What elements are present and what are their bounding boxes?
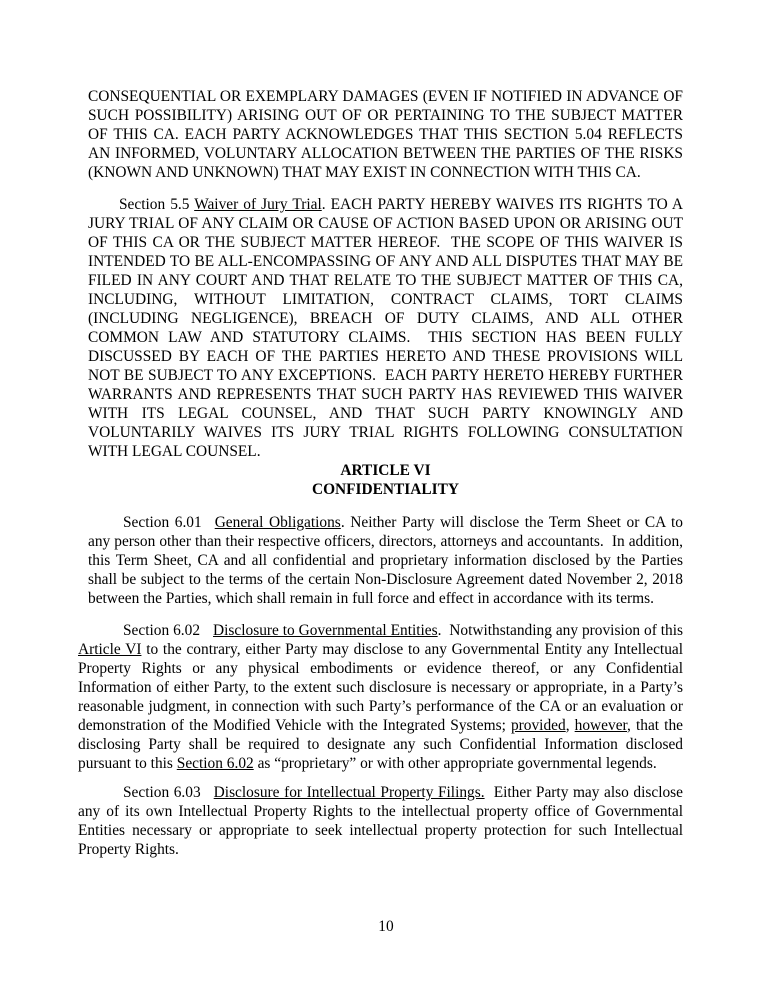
underlined-text: Disclosure for Intellectual Property Filings. xyxy=(213,784,485,801)
tab-spacer xyxy=(201,783,214,802)
text-segment: , xyxy=(565,717,575,734)
underlined-text: General Obligations xyxy=(214,514,341,531)
text-segment: . Neither Party will disclose the Term Sheet or CA to any person other than their respective officers, directors, attorneys and accountants. In addition, this Term Sheet, CA and all confidential and proprietary information disclosed by the Parties shall be subject to the terms of the certain Non-Disclosure Agreement dated November 2, 2018 between the Parties, which shall remain in full force and effect in accordance with its terms. xyxy=(88,514,684,607)
text-segment: to the contrary, either Party may disclose to any Governmental Entity any Intellectual Property Rights or any physical embodiments or evidence thereof, or any Confidential Information of either Party, to the extent such disclosure is necessary or appropriate, in a Party’s reasonable judgment, in connection with such Party’s performance of the CA or an evaluation or demonstration of the Modified Vehicle with the Integrated Systems; xyxy=(78,641,684,734)
underlined-text: Waiver of Jury Trial xyxy=(194,196,322,213)
text-segment: Section 5.5 xyxy=(119,196,195,213)
tab-spacer xyxy=(200,621,213,640)
text-segment: as “proprietary” or with other appropriate governmental legends. xyxy=(253,755,657,772)
underlined-text: Section 6.02 xyxy=(176,755,254,772)
paragraph-section-5-5-waiver-of-jury-trial xyxy=(88,195,683,461)
underlined-text: Article VI xyxy=(78,641,142,658)
article-number: ARTICLE VI xyxy=(340,462,431,479)
page-footer xyxy=(0,917,772,936)
paragraph-section-6-03-disclosure-ip-filings xyxy=(78,783,683,859)
text-segment: CONSEQUENTIAL OR EXEMPLARY DAMAGES (EVEN IF NOTIFIED IN ADVANCE OF SUCH POSSIBILITY) ARISING OUT OF OR PERTAINING TO THE SUBJECT MATTER OF THIS CA. EACH PARTY ACKNOWLEDGES THAT THIS SECTION 5.04 REFLECTS AN INFORMED, VOLUNTARY ALLOCATION BETWEEN THE PARTIES OF THE RISKS (KNOWN AND UNKNOWN) THAT MAY EXIST IN CONNECTION WITH THIS CA. xyxy=(88,88,683,181)
text-segment: . Notwithstanding any provision of this xyxy=(437,622,683,639)
text-segment: Section 6.02 xyxy=(123,622,201,639)
text-segment: Either Party may also disclose any of its own Intellectual Property Rights to the intellectual property office of Governmental Entities necessary or appropriate to seek intellectual property protection for such Intellectual Property Rights. xyxy=(78,784,683,858)
paragraph-section-6-01-general-obligations xyxy=(88,513,683,608)
paragraph-damages-allocation xyxy=(88,87,683,182)
text-segment: Section 6.03 xyxy=(123,784,201,801)
underlined-text: Disclosure to Governmental Entities xyxy=(213,622,438,639)
underlined-text: provided xyxy=(510,717,566,734)
underlined-text: however xyxy=(574,717,628,734)
text-segment: Section 6.01 xyxy=(123,514,202,531)
article-title: CONFIDENTIALITY xyxy=(311,481,460,498)
paragraph-section-6-02-disclosure-governmental-entities xyxy=(78,621,683,773)
article-heading xyxy=(88,461,683,499)
text-segment: . EACH PARTY HEREBY WAIVES ITS RIGHTS TO A JURY TRIAL OF ANY CLAIM OR CAUSE OF ACTION BASED UPON OR ARISING OUT OF THIS CA OR THE SUBJECT MATTER HEREOF. THE SCOPE OF THIS WAIVER IS INTENDED TO BE ALL-ENCOMPASSING OF ANY AND ALL DISPUTES THAT MAY BE FILED IN ANY COURT AND THAT RELATE TO THE SUBJECT MATTER OF THIS CA, INCLUDING, WITHOUT LIMITATION, CONTRACT CLAIMS, TORT CLAIMS (INCLUDING NEGLIGENCE), BREACH OF DUTY CLAIMS, AND ALL OTHER COMMON LAW AND STATUTORY CLAIMS. THIS SECTION HAS BEEN FULLY DISCUSSED BY EACH OF THE PARTIES HERETO AND THESE PROVISIONS WILL NOT BE SUBJECT TO ANY EXCEPTIONS. EACH PARTY HERETO HEREBY FURTHER WARRANTS AND REPRESENTS THAT SUCH PARTY HAS REVIEWED THIS WAIVER WITH ITS LEGAL COUNSEL, AND THAT SUCH PARTY KNOWINGLY AND VOLUNTARILY WAIVES ITS JURY TRIAL RIGHTS FOLLOWING CONSULTATION WITH LEGAL COUNSEL. xyxy=(88,196,684,460)
tab-spacer xyxy=(202,513,215,532)
page-number: 10 xyxy=(378,918,394,935)
text-segment: , that the disclosing Party shall be required to designate any such Confidential Information disclosed pursuant to this xyxy=(78,717,683,772)
